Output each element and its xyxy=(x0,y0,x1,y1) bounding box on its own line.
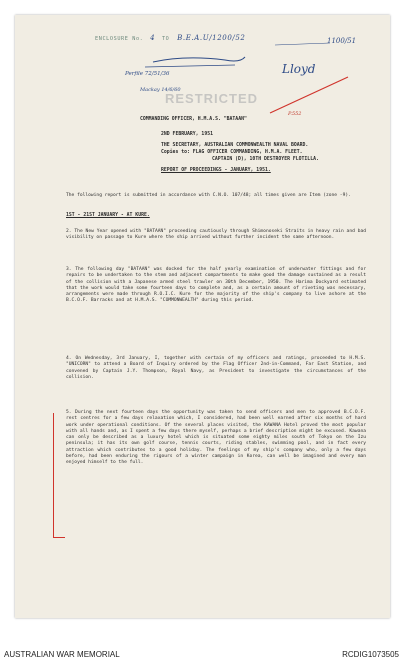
paragraph-text: The New Year opened with "BATAAN" proceeding cautiously through Shimonoseki Straits in heavy rain and bad visibility on passage to Kure where the ship arrived without further incident the same afternoon. xyxy=(66,229,366,241)
handwritten-ref-2: Mackay 14/6/60 xyxy=(140,87,181,93)
report-subject: REPORT OF PROCEEDINGS - JANUARY, 1951. xyxy=(161,168,271,173)
paragraph-number: 5. xyxy=(66,410,72,415)
letter-date: 2ND FEBRUARY, 1951 xyxy=(161,132,213,137)
letter-from: COMMANDING OFFICER, H.M.A.S. "BATAAN" xyxy=(140,117,247,122)
document-page xyxy=(15,15,390,618)
intro-paragraph: The following report is submitted in accordance with C.N.O. 107/48; all times given are Item (zone -9). xyxy=(66,193,351,198)
paragraph-4 xyxy=(66,356,366,381)
corner-reference: 1100/51 xyxy=(327,37,357,45)
paragraph-5 xyxy=(66,410,366,467)
footer-source: AUSTRALIAN WAR MEMORIAL xyxy=(4,650,120,659)
letter-copies-2: CAPTAIN (D), 10TH DESTROYER FLOTILLA. xyxy=(212,157,319,162)
paragraph-text: During the next fourteen days the opportunity was taken to send officers and men to approved B.C.O.F. rest centres for a few days relaxation which, I considered, had been well earned after six months of hard work under operational conditions. Of the several places visited, the KAWANA Hotel proved the most popular with all hands and, as I spent a few days there myself, perhaps a brief description might be excused. Kawana can only be described as a luxury hotel which is situated some eighty miles south of Tokyo on the Izu peninsula; it has its own golf course, tennis courts, riding stables, swimming pool, and in fact every attraction which contributes to a good holiday. The feelings of my ship's company who, only a few days before, had been enduring the rigours of a winter campaign in Korea, can well be imagined and every man enjoyed himself to the full. xyxy=(66,410,366,466)
footer-id: RCDIG1073505 xyxy=(342,650,399,659)
paragraph-2 xyxy=(66,229,366,242)
paragraph-text: The following day "BATAAN" was docked for the half yearly examination of underwater fittings and for repairs to be undertaken to the stem and adjacent compartments to make good the damage sustained as a result of the collision with a Japanese armed steel trawler on 30th December, 1950. The Harima Dockyard estimated that the work would take some fourteen days to complete and, as a certain amount of riveting was necessary, arrangements were made through R.O.I.C. Kure for the majority of the ship's company to live ashore at the B.C.O.F. Barracks and at H.M.A.S. "COMMONWEALTH" during this period. xyxy=(66,267,366,304)
letter-copies-1: Copies to: FLAG OFFICER COMMANDING, H.M.A. FLEET. xyxy=(161,150,303,155)
paragraph-number: 3. xyxy=(66,267,72,272)
handwritten-marks xyxy=(15,15,390,145)
margin-mark-tail xyxy=(53,537,65,538)
margin-mark xyxy=(53,413,54,538)
enclosure-label: ENCLOSURE No. xyxy=(95,36,144,42)
handwritten-ref-1: Perfile 72/51/36 xyxy=(125,71,170,77)
side-reference: P.552 xyxy=(288,111,302,117)
section-heading: 1ST - 21ST JANUARY - AT KURE. xyxy=(66,213,150,218)
paragraph-text: On Wednesday, 3rd January, I, together with certain of my officers and ratings, proceeded to H.M.S. "UNICORN" to attend a Board of Inquiry ordered by the Flag Officer 2nd-in-Command, Far East Station, and convened by Captain J.Y. Thompson, Royal Navy, as President to investigate the circumstances of the collision. xyxy=(66,356,366,380)
paragraph-3 xyxy=(66,267,366,305)
enclosure-to: TO xyxy=(161,36,170,42)
letter-to: THE SECRETARY, AUSTRALIAN COMMONWEALTH NAVAL BOARD. xyxy=(161,143,309,148)
paragraph-number: 2. xyxy=(66,229,72,234)
file-reference: B.E.A.U/1200/52 xyxy=(177,34,246,42)
handwritten-initials: Lloyd xyxy=(282,62,316,76)
enclosure-number: 4 xyxy=(150,34,156,42)
restricted-stamp: RESTRICTED xyxy=(165,91,259,106)
paragraph-number: 4. xyxy=(66,356,72,361)
